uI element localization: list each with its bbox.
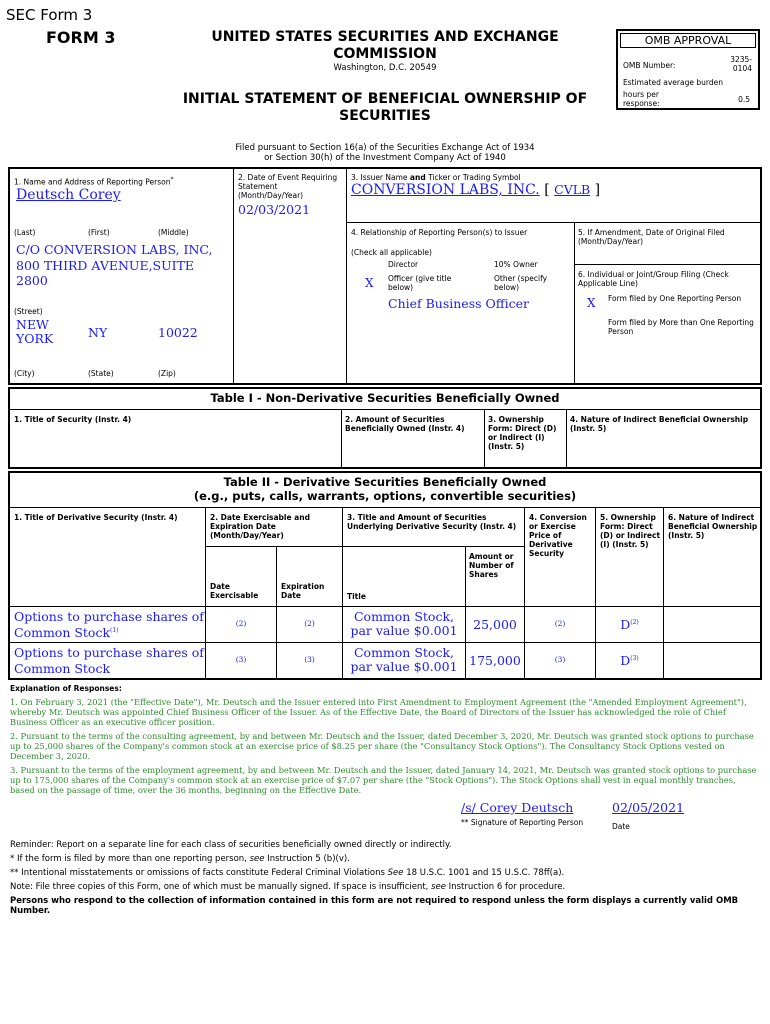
explanation-1: 1. On February 3, 2021 (the "Effective Date"), Mr. Deutsch and the Issuer entered into First Amendment to Employment Agreement (the "Amended Employment Agreement"), whereby Mr. Deutsch was appointed Chief Business Officer of the Issuer. As of the Effective Date, the Board of Directors of the Issuer has acknowledged the role of Chief Business Officer as an executive officer position. <box>10 697 747 727</box>
t1-col-ownership: 3. Ownership Form: Direct (D) or Indirect (I) (Instr. 5) <box>488 415 557 451</box>
signature-name: /s/ Corey Deutsch <box>461 800 574 815</box>
director-label: Director <box>388 260 419 269</box>
t2-col-nature: 6. Nature of Indirect Beneficial Ownership (Instr. 5) <box>668 513 758 540</box>
table-1-title: Table I - Non-Derivative Securities Beneficially Owned <box>210 391 560 405</box>
t1-col-nature: 4. Nature of Indirect Beneficial Ownership (Instr. 5) <box>570 415 749 433</box>
officer-label: Officer (give title below) <box>388 274 452 292</box>
box1-label: 1. Name and Address of Reporting Person* <box>14 176 174 187</box>
ten-pct-owner-label: 10% Owner <box>494 260 538 269</box>
one-person-label: Form filed by One Reporting Person <box>608 294 742 303</box>
event-date: 02/03/2021 <box>238 202 311 217</box>
ticker-link[interactable]: CVLB <box>554 182 591 197</box>
state-label: (State) <box>88 369 114 378</box>
t2-col-price: 4. Conversion or Exercise Price of Derivative Security <box>529 513 587 558</box>
footer-reminder: Reminder: Report on a separate line for each class of securities beneficially owned directly or indirectly. <box>10 840 452 850</box>
more-persons-label: Form filed by More than One Reporting Person <box>608 318 754 336</box>
t2-sub-amount: Amount or Number of Shares <box>469 552 514 579</box>
signature-date: 02/05/2021 <box>612 800 685 815</box>
row1-amount: 25,000 <box>473 617 517 632</box>
filed-pursuant-2: or Section 30(h) of the Investment Company Act of 1940 <box>264 153 506 163</box>
city-value: NEW YORK <box>16 317 54 346</box>
other-label: Other (specify below) <box>494 274 548 292</box>
issuer-link[interactable]: CONVERSION LABS, INC. <box>351 182 540 198</box>
row2-title: Common Stock, par value $0.001 <box>350 645 458 674</box>
first-label: (First) <box>88 228 110 237</box>
row1-title: Common Stock, par value $0.001 <box>350 609 458 638</box>
table-2-title-2: (e.g., puts, calls, warrants, options, convertible securities) <box>193 489 577 503</box>
omb-burden-label: Estimated average burden <box>623 78 723 87</box>
middle-label: (Middle) <box>158 228 189 237</box>
table-2-title-1: Table II - Derivative Securities Beneficially Owned <box>223 475 547 489</box>
omb-header: OMB APPROVAL <box>620 33 756 48</box>
page-label: SEC Form 3 <box>6 6 93 24</box>
one-person-checkmark[interactable]: X <box>587 296 596 310</box>
issuer-name: CONVERSION LABS, INC. [ CVLB ] <box>351 182 601 198</box>
row2-amount: 175,000 <box>469 653 521 668</box>
t2-col-underlying: 3. Title and Amount of Securities Underlying Derivative Security (Instr. 4) <box>347 513 517 531</box>
t1-col-amount: 2. Amount of Securities Beneficially Owned (Instr. 4) <box>345 415 465 433</box>
table-row: Options to purchase shares of Common Stock <box>14 645 204 677</box>
box3-label: 3. Issuer Name and Ticker or Trading Symbol <box>351 173 521 182</box>
signature-label: ** Signature of Reporting Person <box>461 818 584 827</box>
address-line-3: 2800 <box>16 273 48 288</box>
explanation-2: 2. Pursuant to the terms of the consulting agreement, by and between Mr. Deutsch and the Issuer, dated December 3, 2020, Mr. Deutsch was granted stock options to purchase up to 25,000 shares of the Company's common stock at an exercise price of $8.25 per share (the "Consultancy Stock Options"). The Consultancy Stock Options vested on December 3, 2020. <box>10 731 754 761</box>
row1-price: (2) <box>554 619 566 628</box>
omb-number-value: 3235-0104 <box>730 55 752 73</box>
t2-col-dates: 2. Date Exercisable and Expiration Date (Month/Day/Year) <box>210 513 310 540</box>
date-label: Date <box>612 822 630 831</box>
row2-form: $D^{(3)}$ <box>620 653 639 668</box>
t2-sub-expiration: Expiration Date <box>281 582 325 600</box>
box4-sublabel: (Check all applicable) <box>351 248 432 257</box>
t1-col-title: 1. Title of Security (Instr. 4) <box>14 415 132 424</box>
omb-approval-box <box>616 29 760 110</box>
footer-note: Note: File three copies of this Form, one of which must be manually signed. If space is insufficient, see Instruction 6 for procedure. <box>10 882 566 892</box>
row1-exp: (2) <box>304 619 315 628</box>
box5-label: 5. If Amendment, Date of Original Filed (Month/Day/Year) <box>578 228 725 246</box>
omb-number-label: OMB Number: <box>623 61 676 70</box>
explanation-3: 3. Pursuant to the terms of the employment agreement, by and between Mr. Deutsch and the Issuer, dated January 14, 2021, Mr. Deutsch was granted stock options to purchase up to 175,000 shares of the Company's common stock at an exercise price of $7.07 per share (the "Stock Options"). The Stock Options shall vest in equal monthly tranches, based on the passage of time, over the 36 months, beginning on the Effective Date. <box>10 765 757 795</box>
box6-label: 6. Individual or Joint/Group Filing (Check Applicable Line) <box>578 270 729 288</box>
zip-label: (Zip) <box>158 369 176 378</box>
state-value: NY <box>88 325 108 340</box>
address-line-1: C/O CONVERSION LABS, INC, <box>16 242 213 257</box>
reporting-person-name[interactable]: Deutsch Corey <box>16 187 121 203</box>
box2-label: 2. Date of Event Requiring Statement (Month/Day/Year) <box>238 173 338 200</box>
street-label: (Street) <box>14 307 43 316</box>
row1-date-ex: (2) <box>235 619 247 628</box>
row2-exp: (3) <box>304 655 315 664</box>
row2-price: (3) <box>554 655 566 664</box>
row2-date-ex: (3) <box>235 655 247 664</box>
t2-col-ownership: 5. Ownership Form: Direct (D) or Indirect (I) (Instr. 5) <box>600 513 661 549</box>
box4-label: 4. Relationship of Reporting Person(s) to Issuer <box>351 228 528 237</box>
agency-title: UNITED STATES SECURITIES AND EXCHANGE COMMISSION <box>211 29 559 62</box>
t2-sub-title: Title <box>347 592 366 601</box>
filed-pursuant-1: Filed pursuant to Section 16(a) of the Securities Exchange Act of 1934 <box>235 143 535 153</box>
table-row: Options to purchase shares of Common Stock$^{(1)}$ <box>14 609 204 641</box>
footer-double-star: ** Intentional misstatements or omissions of facts constitute Federal Criminal Violations See 18 U.S.C. 1001 and 15 U.S.C. 78ff(a). <box>10 868 565 878</box>
last-label: (Last) <box>14 228 36 237</box>
row1-form: $D^{(2)}$ <box>620 617 639 632</box>
agency-location: Washington, D.C. 20549 <box>333 63 437 73</box>
explanation-title: Explanation of Responses: <box>10 684 122 693</box>
footer-star: * If the form is filed by more than one reporting person, see Instruction 5 (b)(v). <box>10 854 350 864</box>
address-line-2: 800 THIRD AVENUE,SUITE <box>16 258 195 273</box>
statement-title: INITIAL STATEMENT OF BENEFICIAL OWNERSHIP OF SECURITIES <box>182 91 588 124</box>
city-label: (City) <box>14 369 35 378</box>
omb-hours-label: hours per response: <box>623 90 660 108</box>
footer-persons: Persons who respond to the collection of information contained in this form are not required to respond unless the form displays a currently valid OMB Number. <box>10 896 739 916</box>
omb-hours-value: 0.5 <box>738 95 750 104</box>
t2-col-title: 1. Title of Derivative Security (Instr. 4) <box>14 513 178 522</box>
zip-value: 10022 <box>158 325 198 340</box>
officer-title: Chief Business Officer <box>388 296 530 311</box>
form-title: FORM 3 <box>46 28 116 47</box>
t2-sub-date-exercisable: Date Exercisable <box>210 582 259 600</box>
officer-checkmark[interactable]: X <box>365 276 374 290</box>
